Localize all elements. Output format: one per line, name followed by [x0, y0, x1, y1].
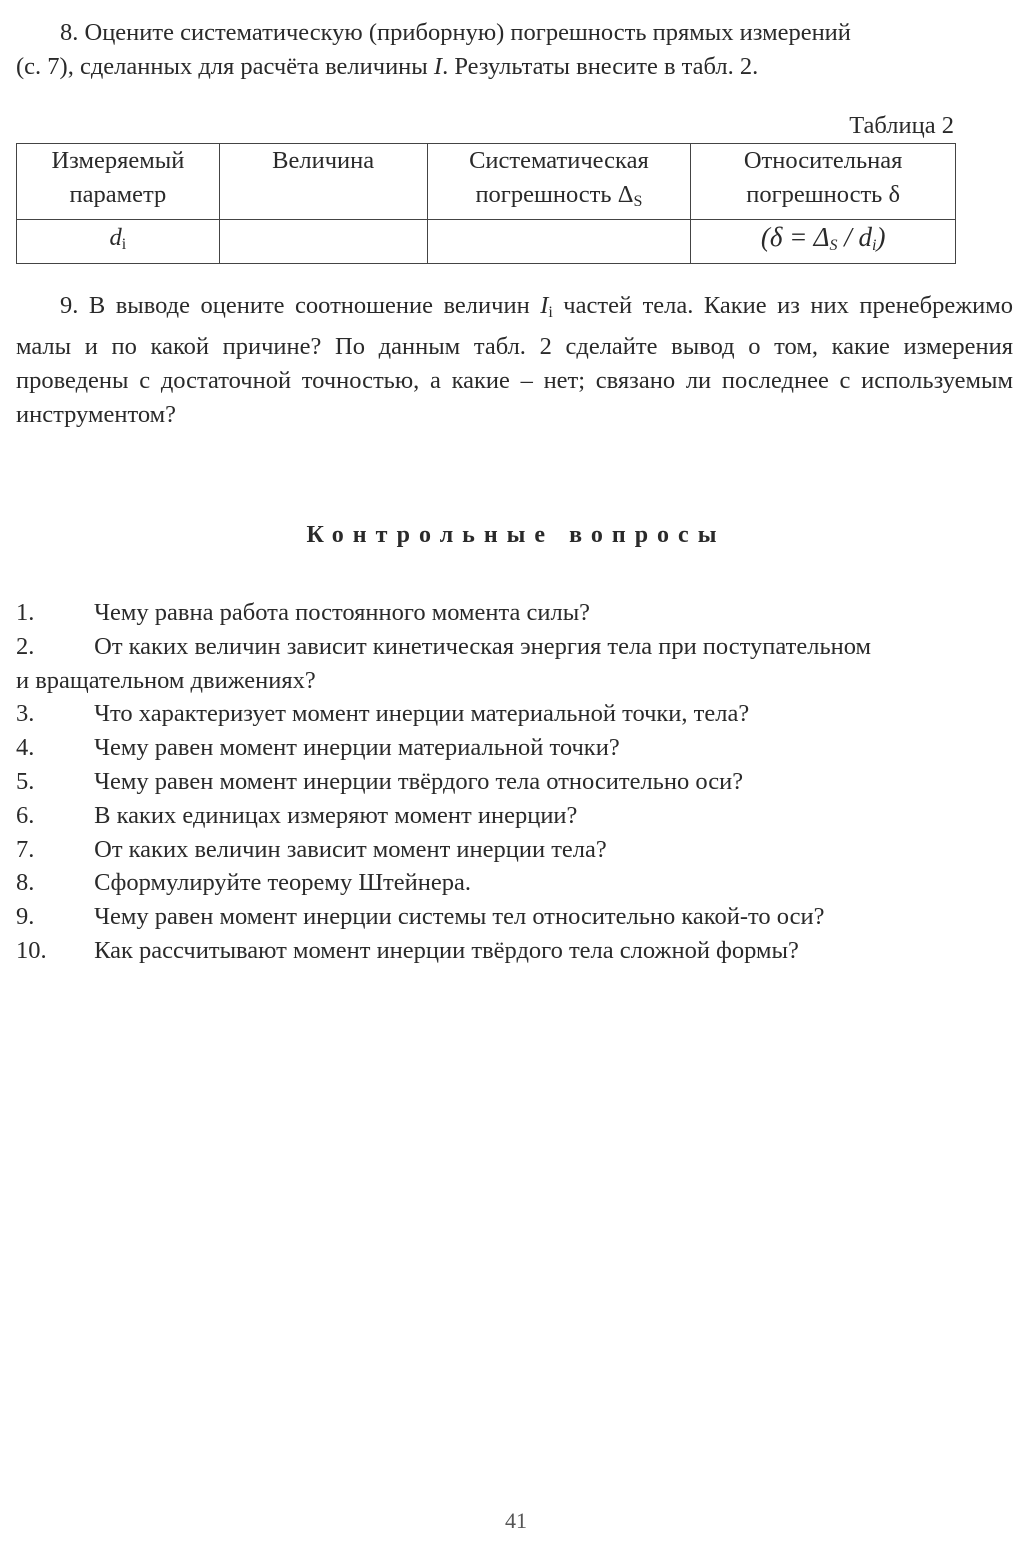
- list-item: [16, 731, 1013, 765]
- question-number: 6.: [16, 801, 35, 829]
- header-systematic-error-text: Систематическая погрешность Δ: [469, 147, 649, 208]
- question-number: 7.: [16, 835, 35, 863]
- list-item: [16, 900, 1013, 934]
- item-8-variable: I: [433, 53, 443, 80]
- cell-parameter-var: d: [109, 224, 122, 251]
- table-row: [17, 220, 956, 264]
- cell-value: [219, 220, 427, 264]
- item-9-variable-sub: i: [548, 304, 553, 321]
- question-number: 3.: [16, 700, 35, 728]
- list-item: [16, 765, 1013, 799]
- question-text: От каких величин зависит кинетическая энергия тела при поступательном: [94, 632, 872, 660]
- question-text: Чему равна работа постоянного момента силы?: [94, 599, 591, 626]
- item-8-line1: 8. Оцените систематическую (приборную) погрешность прямых измерений: [60, 19, 851, 46]
- formula-end: ): [876, 222, 886, 252]
- formula-sub-i: i: [871, 237, 877, 254]
- table-caption: Таблица 2: [849, 112, 954, 139]
- question-text: Что характеризует момент инерции материальной точки, тела?: [94, 700, 750, 728]
- item-9-rest: частей тела. Какие из них пренебрежимо малы и по какой причине? По данным табл. 2 сделайте вывод о том, какие измерения проведены с достаточной точностью, а какие – нет; связано ли последнее с используемым инструментом?: [16, 292, 1013, 428]
- question-text: В каких единицах измеряют момент инерции?: [94, 801, 578, 829]
- question-number: 2.: [16, 632, 35, 660]
- question-number: 1.: [16, 599, 35, 626]
- header-parameter: Измеряемый параметр: [17, 144, 220, 220]
- list-item: [16, 934, 1013, 968]
- item-8-line2-end: . Результаты внесите в табл. 2.: [442, 53, 759, 80]
- formula-sub-s: S: [829, 237, 838, 254]
- question-text: От каких величин зависит момент инерции тела?: [94, 835, 607, 863]
- list-item: [16, 596, 1013, 630]
- question-number: 4.: [16, 734, 35, 762]
- question-text: Чему равен момент инерции системы тел относительно какой-то оси?: [94, 903, 825, 931]
- header-systematic-error: [427, 144, 691, 220]
- page-number: 41: [505, 1508, 527, 1533]
- table-2: [16, 143, 956, 264]
- question-number: 9.: [16, 903, 35, 931]
- question-number: 10.: [16, 936, 47, 964]
- question-number: 5.: [16, 767, 35, 795]
- list-item: [16, 799, 1013, 833]
- question-number: 8.: [16, 869, 35, 897]
- question-text: Чему равен момент инерции твёрдого тела относительно оси?: [94, 767, 744, 795]
- question-text: Сформулируйте теорему Штейнера.: [94, 869, 471, 897]
- list-item: [16, 630, 1013, 698]
- list-item: [16, 833, 1013, 867]
- header-systematic-sub: S: [633, 193, 643, 210]
- header-value: Величина: [219, 144, 427, 220]
- cell-parameter: [17, 220, 220, 264]
- cell-relative-formula: [691, 220, 956, 264]
- formula-start: (δ = Δ: [760, 222, 830, 252]
- item-8-line2: (с. 7), сделанных для расчёта величины: [16, 53, 434, 80]
- question-text: Чему равен момент инерции материальной точки?: [94, 734, 620, 762]
- question-text: Как рассчитывают момент инерции твёрдого тела сложной формы?: [94, 936, 799, 964]
- cell-systematic: [427, 220, 691, 264]
- formula-mid: / d: [837, 222, 872, 252]
- item-9-start: 9. В выводе оцените соотношение величин: [60, 292, 541, 319]
- item-9-paragraph: [16, 289, 1013, 432]
- item-9-variable: I: [540, 292, 549, 319]
- questions-list: [16, 596, 1013, 968]
- section-heading: Контрольные вопросы: [306, 522, 726, 548]
- list-item: [16, 697, 1013, 731]
- item-8-paragraph: [16, 16, 1013, 84]
- cell-parameter-sub: i: [121, 236, 127, 253]
- list-item: [16, 866, 1013, 900]
- header-relative-error: Относительная погрешность δ: [691, 144, 956, 220]
- question-text-continued: и вращательном движениях?: [16, 666, 316, 694]
- table-header-row: [17, 144, 956, 220]
